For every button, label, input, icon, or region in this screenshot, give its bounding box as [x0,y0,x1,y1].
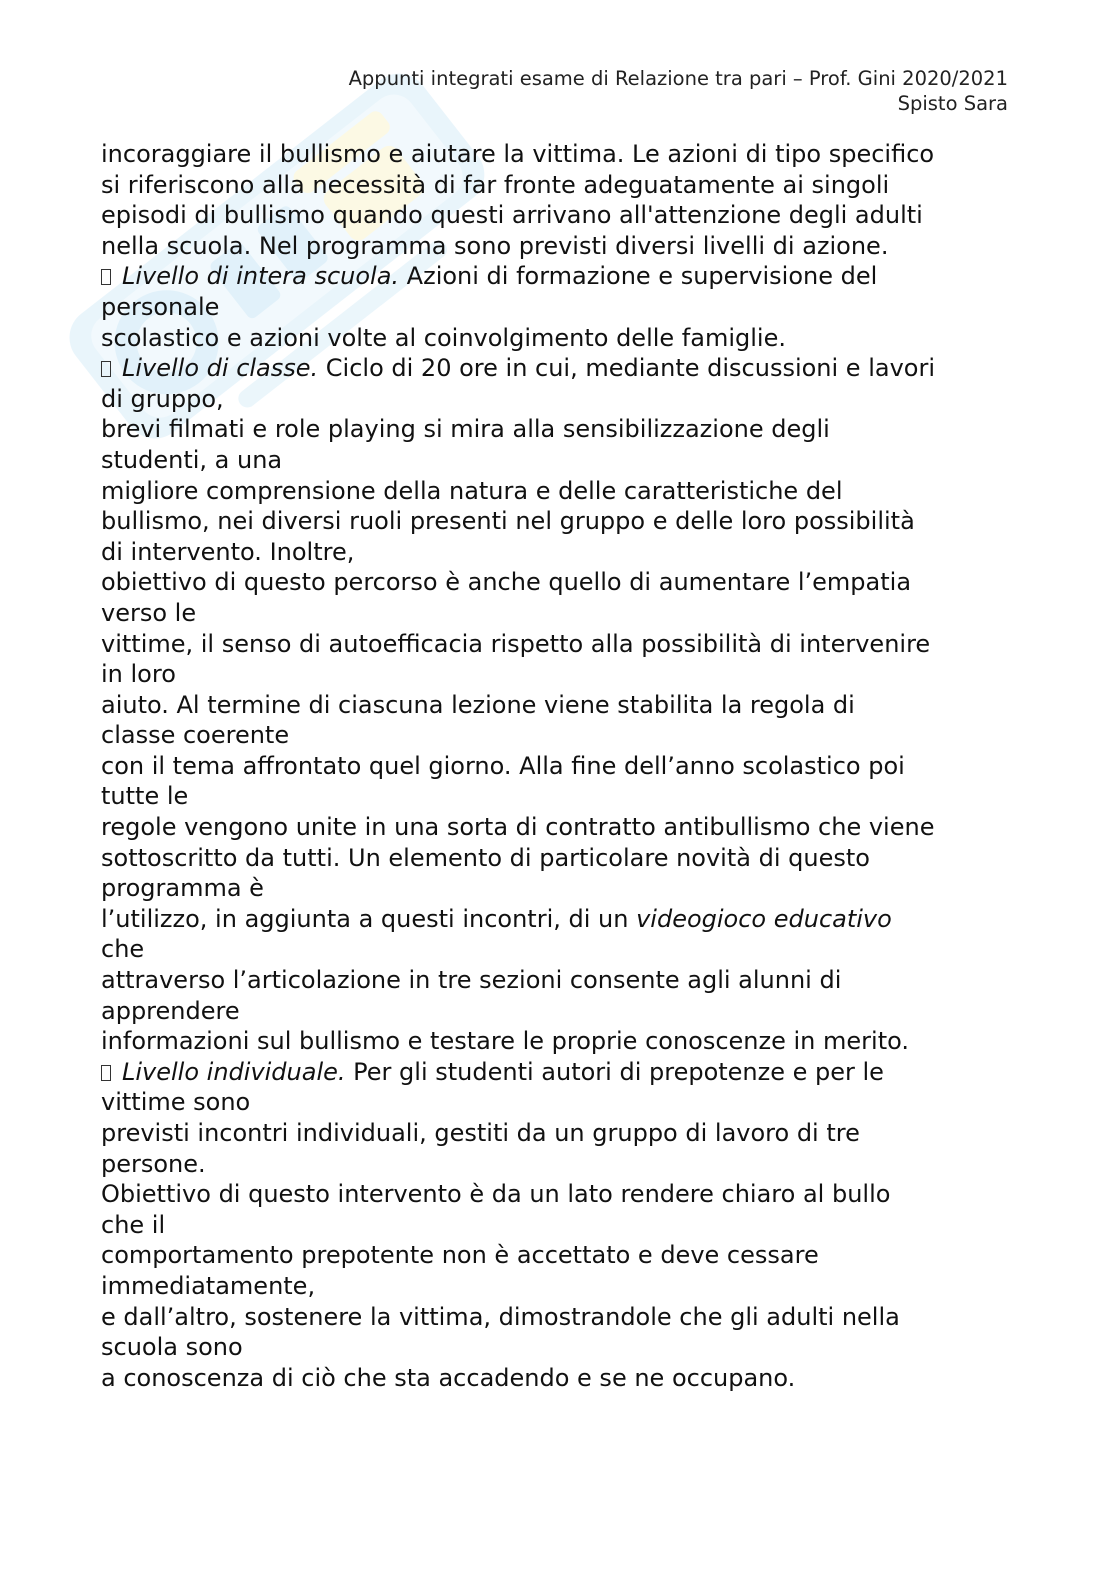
bullet-item-whole-school [101,261,1016,292]
body-line: scuola sono [101,1333,243,1362]
page-header [349,66,1008,116]
body-line: regole vengono unite in una sorta di contratto antibullismo che viene [101,813,935,842]
missing-glyph-bullet-icon [101,1065,111,1081]
bullet-title: Livello individuale. [122,1057,346,1086]
body-line: Obiettivo di questo intervento è da un lato rendere chiaro al bullo [101,1180,891,1209]
document-body [101,139,1016,1393]
body-line: migliore comprensione della natura e delle caratteristiche del [101,476,843,505]
body-line: personale [101,292,220,321]
body-line: incoraggiare il bullismo e aiutare la vittima. Le azioni di tipo specifico [101,140,935,168]
body-line: immediatamente, [101,1271,316,1300]
body-line: comportamento prepotente non è accettato e deve cessare [101,1241,819,1270]
body-line: scolastico e azioni volte al coinvolgimento delle famiglie. [101,323,786,352]
bullet-item-class [101,353,1016,384]
body-line: programma è [101,874,264,903]
body-line: aiuto. Al termine di ciascuna lezione viene stabilita la regola di [101,690,855,719]
body-line: apprendere [101,996,240,1025]
body-line: in loro [101,660,176,689]
header-course-title: Appunti integrati esame di Relazione tra pari – Prof. Gini 2020/2021 [348,67,1008,90]
body-line: episodi di bullismo quando questi arrivano all'attenzione degli adulti [101,201,923,230]
body-line: vittime, il senso di autoefficacia rispetto alla possibilità di intervenire [101,629,931,658]
body-line: bullismo, nei diversi ruoli presenti nel gruppo e delle loro possibilità [101,507,915,536]
body-line: brevi filmati e role playing si mira alla sensibilizzazione degli [101,415,830,444]
body-line: informazioni sul bullismo e testare le proprie conoscenze in merito. [101,1027,909,1056]
body-line: e dall’altro, sostenere la vittima, dimostrandole che gli adulti nella [101,1302,900,1331]
body-line: a conoscenza di ciò che sta accadendo e se ne occupano. [101,1363,796,1392]
body-line: classe coerente [101,721,290,750]
missing-glyph-bullet-icon [101,269,111,285]
body-line: di intervento. Inoltre, [101,537,355,566]
bullet-title: Livello di classe. [122,354,319,383]
missing-glyph-bullet-icon [101,361,111,377]
bullet-text: Azioni di formazione e supervisione del [399,262,878,291]
body-line: previsti incontri individuali, gestiti da un gruppo di lavoro di tre [101,1119,860,1147]
body-line: sottoscritto da tutti. Un elemento di particolare novità di questo [101,843,870,872]
bullet-item-individual [101,1057,1016,1088]
bullet-text: Per gli studenti autori di prepotenze e per le [345,1057,884,1086]
bullet-text: Ciclo di 20 ore in cui, mediante discussioni e lavori [318,354,935,383]
body-line: nella scuola. Nel programma sono previsti diversi livelli di azione. [101,231,889,260]
body-line: con il tema affrontato quel giorno. Alla fine dell’anno scolastico poi [101,751,905,780]
body-line: verso le [101,598,197,627]
emphasized-term: videogioco educativo [636,904,892,933]
body-line: che il [101,1210,166,1239]
body-line: che [101,935,145,964]
body-text: l’utilizzo, in aggiunta a questi incontri, di un [101,904,637,933]
header-author: Spisto Sara [897,92,1008,115]
body-line: attraverso l’articolazione in tre sezioni consente agli alunni di [101,966,842,995]
bullet-title: Livello di intera scuola. [122,262,400,291]
body-line: tutte le [101,782,189,811]
body-line: obiettivo di questo percorso è anche quello di aumentare l’empatia [101,568,912,597]
body-line [101,904,1016,935]
body-line: di gruppo, [101,384,224,413]
body-line: studenti, a una [101,445,283,474]
body-line: si riferiscono alla necessità di far fronte adeguatamente ai singoli [101,170,890,199]
body-line: vittime sono [101,1088,251,1117]
body-line: persone. [101,1149,206,1178]
